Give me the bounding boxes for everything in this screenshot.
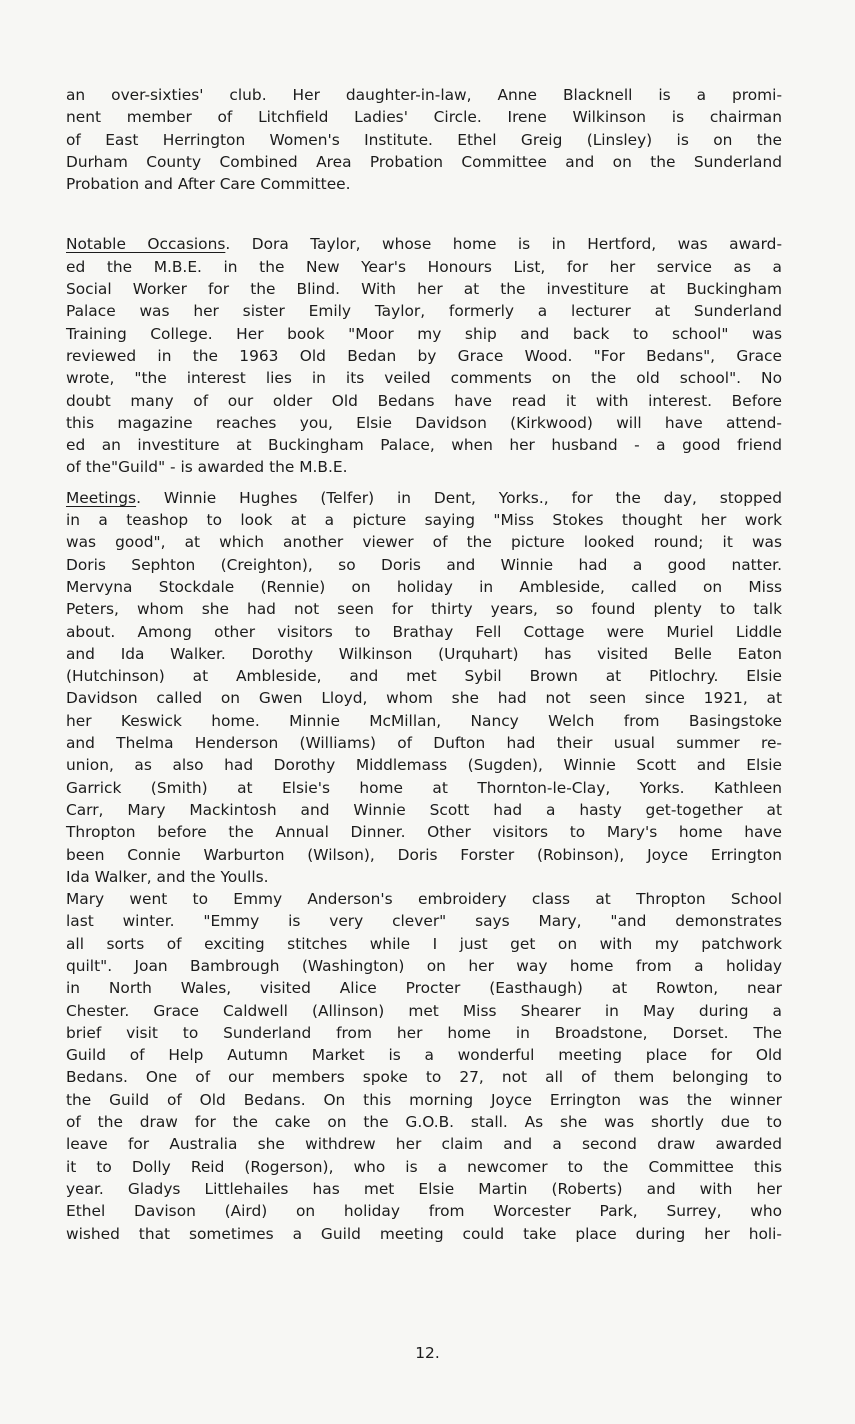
text-line: quilt". Joan Bambrough (Washington) on her way home from a holiday bbox=[66, 956, 782, 975]
text-line: nent member of Litchfield Ladies' Circle. Irene Wilkinson is chairman bbox=[66, 108, 782, 127]
section-notable-occasions bbox=[66, 233, 782, 478]
text-line: brief visit to Sunderland from her home in Broadstone, Dorset. The bbox=[66, 1023, 782, 1042]
text-line: reviewed in the 1963 Old Bedan by Grace Wood. "For Bedans", Grace bbox=[66, 346, 782, 365]
text-line: all sorts of exciting stitches while I just get on with my patchwork bbox=[66, 934, 782, 953]
text-line bbox=[66, 233, 782, 255]
text-line: Ethel Davison (Aird) on holiday from Worcester Park, Surrey, who bbox=[66, 1202, 782, 1221]
text-line: Guild of Help Autumn Market is a wonderful meeting place for Old bbox=[66, 1046, 782, 1065]
text-line: wrote, "the interest lies in its veiled comments on the old school". No bbox=[66, 369, 782, 388]
text-line: this magazine reaches you, Elsie Davidson (Kirkwood) will have attend- bbox=[66, 413, 782, 432]
text-line: Davidson called on Gwen Lloyd, whom she had not seen since 1921, at bbox=[66, 689, 782, 708]
text-line bbox=[66, 487, 782, 509]
text-line: Durham County Combined Area Probation Committee and on the Sunderland bbox=[66, 152, 782, 171]
text-line: leave for Australia she withdrew her claim and a second draw awarded bbox=[66, 1135, 782, 1154]
text-line: Training College. Her book "Moor my ship and back to school" was bbox=[66, 324, 782, 343]
paragraph-thropton bbox=[66, 888, 782, 1245]
text-line: her Keswick home. Minnie McMillan, Nancy Welch from Basingstoke bbox=[66, 711, 782, 730]
spacer bbox=[66, 479, 782, 487]
section-meetings bbox=[66, 487, 782, 888]
text-line: Doris Sephton (Creighton), so Doris and Winnie had a good natter. bbox=[66, 555, 782, 574]
text-line: Carr, Mary Mackintosh and Winnie Scott had a hasty get-together at bbox=[66, 800, 782, 819]
page-number: 12. bbox=[415, 1344, 440, 1362]
text-line: Mary went to Emmy Anderson's embroidery class at Thropton School bbox=[66, 890, 782, 909]
text-line: in North Wales, visited Alice Procter (Easthaugh) at Rowton, near bbox=[66, 979, 782, 998]
section-heading: Notable Occasions bbox=[66, 235, 226, 254]
text-line: Social Worker for the Blind. With her at the investiture at Buckingham bbox=[66, 280, 782, 299]
text-line: of East Herrington Women's Institute. Ethel Greig (Linsley) is on the bbox=[66, 130, 782, 149]
text-line: (Hutchinson) at Ambleside, and met Sybil Brown at Pitlochry. Elsie bbox=[66, 667, 782, 686]
text-line: of the draw for the cake on the G.O.B. stall. As she was shortly due to bbox=[66, 1113, 782, 1132]
section-heading: Meetings bbox=[66, 488, 137, 507]
text-line: Garrick (Smith) at Elsie's home at Thornton-le-Clay, Yorks. Kathleen bbox=[66, 778, 782, 797]
text-line: in a teashop to look at a picture saying "Miss Stokes thought her work bbox=[66, 511, 782, 530]
text-line: Peters, whom she had not seen for thirty years, so found plenty to talk bbox=[66, 600, 782, 619]
text-line: ed an investiture at Buckingham Palace, when her husband - a good friend bbox=[66, 436, 782, 455]
spacer bbox=[66, 195, 782, 233]
text-line: and Ida Walker. Dorothy Wilkinson (Urquhart) has visited Belle Eaton bbox=[66, 644, 782, 663]
text-line: wished that sometimes a Guild meeting could take place during her holi- bbox=[66, 1224, 782, 1243]
text-line: Palace was her sister Emily Taylor, formerly a lecturer at Sunderland bbox=[66, 302, 782, 321]
text-line: was good", at which another viewer of the picture looked round; it was bbox=[66, 533, 782, 552]
text-line: Ida Walker, and the Youlls. bbox=[66, 867, 269, 886]
text-run: . Winnie Hughes (Telfer) in Dent, Yorks., for the day, stopped bbox=[136, 488, 782, 507]
text-line: and Thelma Henderson (Williams) of Dufton had their usual summer re- bbox=[66, 734, 782, 753]
text-line: union, as also had Dorothy Middlemass (Sugden), Winnie Scott and Elsie bbox=[66, 756, 782, 775]
paragraph-organisations bbox=[66, 84, 782, 195]
text-line: an over-sixties' club. Her daughter-in-law, Anne Blacknell is a promi- bbox=[66, 86, 782, 104]
text-run: . Dora Taylor, whose home is in Hertford, was award- bbox=[225, 235, 782, 254]
text-line: it to Dolly Reid (Rogerson), who is a newcomer to the Committee this bbox=[66, 1157, 782, 1176]
document-page bbox=[66, 84, 782, 1245]
text-line: about. Among other visitors to Brathay Fell Cottage were Muriel Liddle bbox=[66, 622, 782, 641]
text-line: ed the M.B.E. in the New Year's Honours List, for her service as a bbox=[66, 257, 782, 276]
text-line: Probation and After Care Committee. bbox=[66, 175, 351, 194]
text-line: Thropton before the Annual Dinner. Other visitors to Mary's home have bbox=[66, 823, 782, 842]
text-line: Chester. Grace Caldwell (Allinson) met Miss Shearer in May during a bbox=[66, 1001, 782, 1020]
text-line: Mervyna Stockdale (Rennie) on holiday in Ambleside, called on Miss bbox=[66, 577, 782, 596]
text-line: doubt many of our older Old Bedans have read it with interest. Before bbox=[66, 391, 782, 410]
text-line: of the"Guild" - is awarded the M.B.E. bbox=[66, 458, 348, 477]
text-line: year. Gladys Littlehailes has met Elsie Martin (Roberts) and with her bbox=[66, 1179, 782, 1198]
text-line: the Guild of Old Bedans. On this morning Joyce Errington was the winner bbox=[66, 1090, 782, 1109]
text-line: been Connie Warburton (Wilson), Doris Forster (Robinson), Joyce Errington bbox=[66, 845, 782, 864]
text-line: last winter. "Emmy is very clever" says Mary, "and demonstrates bbox=[66, 912, 782, 931]
text-line: Bedans. One of our members spoke to 27, not all of them belonging to bbox=[66, 1068, 782, 1087]
